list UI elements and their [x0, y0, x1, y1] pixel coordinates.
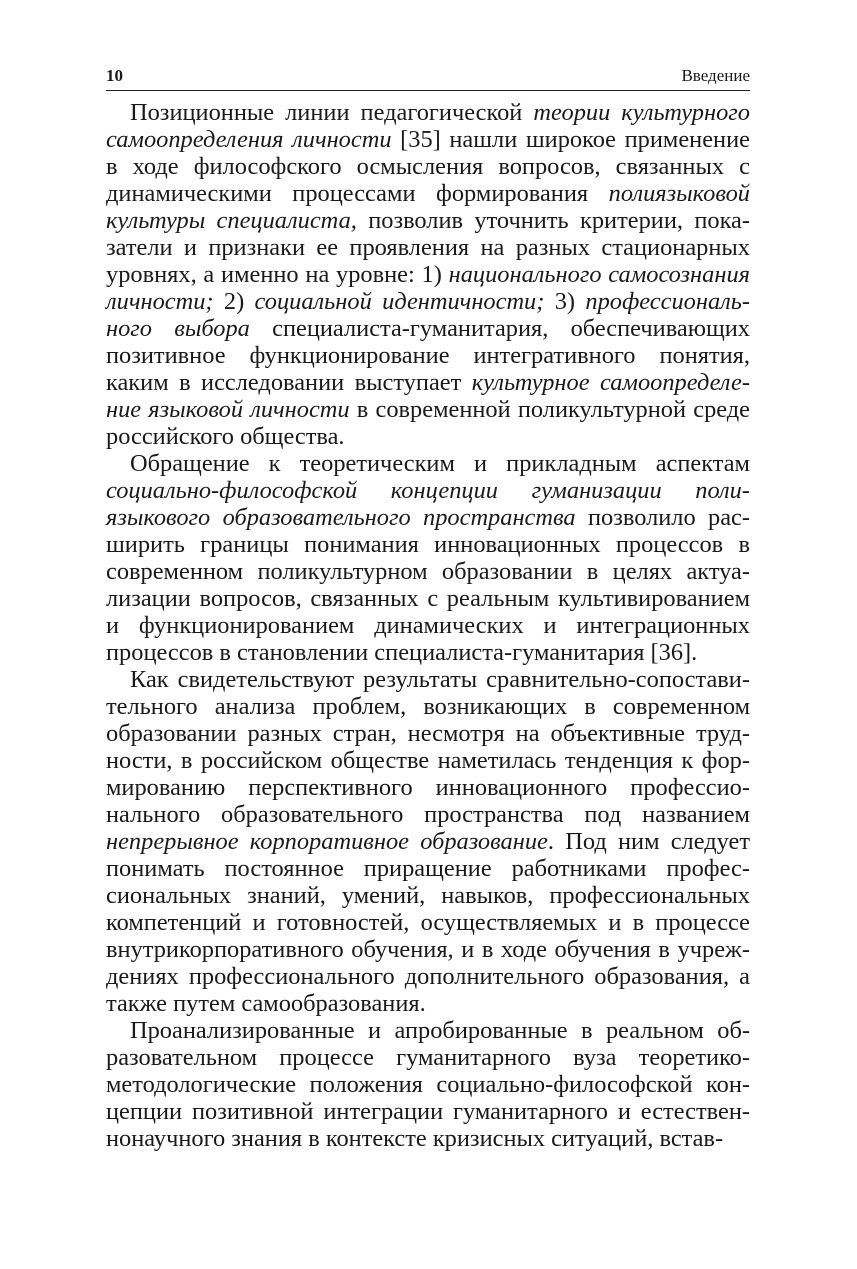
page-header: [106, 62, 750, 91]
text-run: Как свидетельствуют результаты сравнительно-сопоставительного анализа проблем, возникающих в современном образовании разных стран, несмотря на объективные трудности, в российском обществе наметилась тенденция к формированию перспективного инновационного профессионального образовательного пространства под названием: [106, 666, 750, 828]
text-run: Проанализированные и апробированные в реальном образовательном процессе гуманитарного вуза теоретико-методологические положения социально-философской концепции позитивной интеграции гуманитарного и естественнонаучного знания в контексте кризисных ситуаций, встав-: [106, 1017, 750, 1152]
body-text: [106, 99, 750, 1152]
italic-text-run: непрерывное корпоративное образование: [106, 828, 548, 855]
text-run: Позиционные линии педагогической: [130, 99, 534, 126]
italic-text-run: социально-философской концепции гуманизации полиязыкового образовательного пространства: [106, 477, 750, 531]
paragraph: [106, 666, 750, 1017]
text-run: позволив уточнить критерии, показатели и признаки ее проявления на разных стационарных уровнях, а именно на уровне: 1): [106, 207, 750, 288]
text-run: Обращение к теоретическим и прикладным аспектам: [130, 450, 750, 477]
text-run: [35] нашли широкое применение в ходе философского осмысления вопросов, связанных с динамическими процессами формирования: [106, 126, 750, 207]
italic-text-run: профессионального выбора: [106, 288, 750, 342]
italic-text-run: национального самосознания личности;: [106, 261, 750, 315]
text-run: 3): [544, 288, 586, 315]
text-run: позволило расширить границы понимания инновационных процессов в современном поликультурном образовании в целях актуализации вопросов, связанных с реальным культивированием и функционированием динамических и интеграционных процессов в становлении специалиста-гуманитария [36].: [106, 504, 750, 666]
text-run: в современной поликультурной среде российского общества.: [106, 396, 750, 450]
text-run: . Под ним следует понимать постоянное приращение работниками профессиональных знаний, умений, навыков, профессиональных компетенций и готовностей, осуществляемых и в процессе внутрикорпоративного обучения, и в ходе обучения в учреждениях профессионального дополнительного образования, а также путем самообразования.: [106, 828, 751, 1017]
italic-text-run: теории культурного самоопределения личности: [106, 99, 750, 153]
paragraph: [106, 99, 750, 450]
italic-text-run: культурное самоопределение языковой личности: [106, 369, 751, 423]
italic-text-run: полиязыковой культуры специалиста,: [106, 180, 750, 234]
text-run: специалиста-гуманитария, обеспечивающих позитивное функционирование интегративного понятия, каким в исследовании выступает: [106, 315, 750, 396]
page-number: 10: [106, 66, 123, 85]
text-run: 2): [213, 288, 255, 315]
paragraph: [106, 1017, 750, 1152]
italic-text-run: социальной идентичности;: [254, 288, 545, 315]
running-title: Введение: [681, 66, 750, 85]
paragraph: [106, 450, 750, 666]
